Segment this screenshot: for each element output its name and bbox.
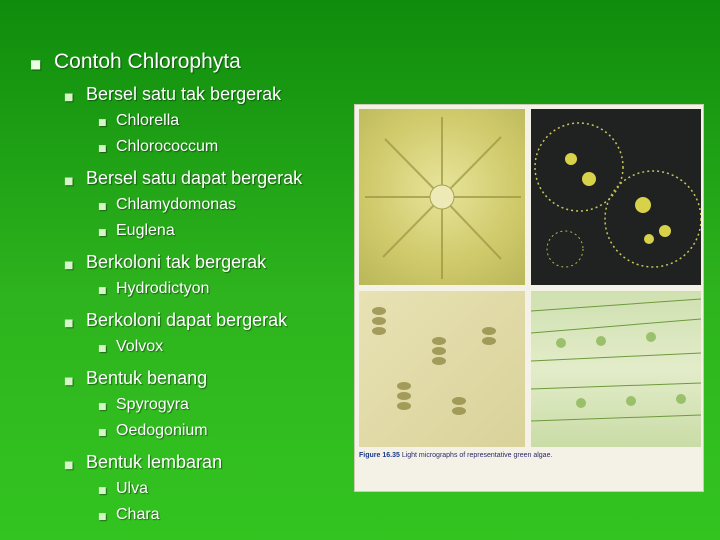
list-item [98,480,360,506]
group-0 [64,84,360,108]
list-item [98,138,360,164]
group-label: Berkoloni dapat bergerak [86,310,288,330]
item-label: Oedogonium [116,422,208,439]
list-item [98,280,360,306]
radial-colony-image [359,109,525,285]
filament-image [531,291,701,447]
figure-caption-text: Light micrographs of representative green algae. [401,452,553,459]
item-label: Chara [116,506,160,523]
list-item [98,196,360,222]
square-bullet-icon: ■ [98,486,107,496]
square-bullet-icon: ■ [64,176,74,187]
list-item [98,396,360,422]
list-item [98,506,360,532]
item-label: Chlorococcum [116,138,219,155]
square-bullet-icon: ■ [30,57,42,71]
item-label: Hydrodictyon [116,280,210,297]
item-label: Euglena [116,222,175,239]
figure-caption [359,451,699,487]
list-item [98,112,360,138]
square-bullet-icon: ■ [64,460,74,471]
group-3 [64,310,360,334]
algae-micrograph-figure [354,104,704,492]
micrograph-spirogyra-like [531,291,701,447]
list-item [98,222,360,248]
square-bullet-icon: ■ [64,376,74,387]
square-bullet-icon: ■ [98,228,107,238]
square-bullet-icon: ■ [98,202,107,212]
square-bullet-icon: ■ [98,512,107,522]
group-2 [64,252,360,276]
group-label: Bentuk benang [86,368,208,388]
square-bullet-icon: ■ [64,318,74,329]
group-5 [64,452,360,476]
cell-chains-image [359,291,525,447]
group-label: Berkoloni tak bergerak [86,252,267,272]
square-bullet-icon: ■ [64,92,74,103]
group-label: Bersel satu tak bergerak [86,84,282,104]
slide-title-bullet [30,50,360,78]
group-4 [64,368,360,392]
square-bullet-icon: ■ [64,260,74,271]
spherical-colonies-image [531,109,701,285]
list-item [98,338,360,364]
micrograph-volvox-like [531,109,701,285]
square-bullet-icon: ■ [98,118,107,128]
micrograph-hydrodictyon-like [359,109,525,285]
item-label: Chlamydomonas [116,196,237,213]
item-label: Ulva [116,480,149,497]
slide-title: Contoh Chlorophyta [54,50,241,73]
item-label: Spyrogyra [116,396,189,413]
square-bullet-icon: ■ [98,402,107,412]
square-bullet-icon: ■ [98,144,107,154]
item-label: Chlorella [116,112,180,129]
group-label: Bersel satu dapat bergerak [86,168,303,188]
item-label: Volvox [116,338,164,355]
figure-number: Figure 16.35 [359,452,400,459]
group-1 [64,168,360,192]
list-item [98,422,360,448]
micrograph-scenedesmus-like [359,291,525,447]
square-bullet-icon: ■ [98,344,107,354]
square-bullet-icon: ■ [98,286,107,296]
square-bullet-icon: ■ [98,428,107,438]
bullet-list [30,50,360,532]
group-label: Bentuk lembaran [86,452,223,472]
